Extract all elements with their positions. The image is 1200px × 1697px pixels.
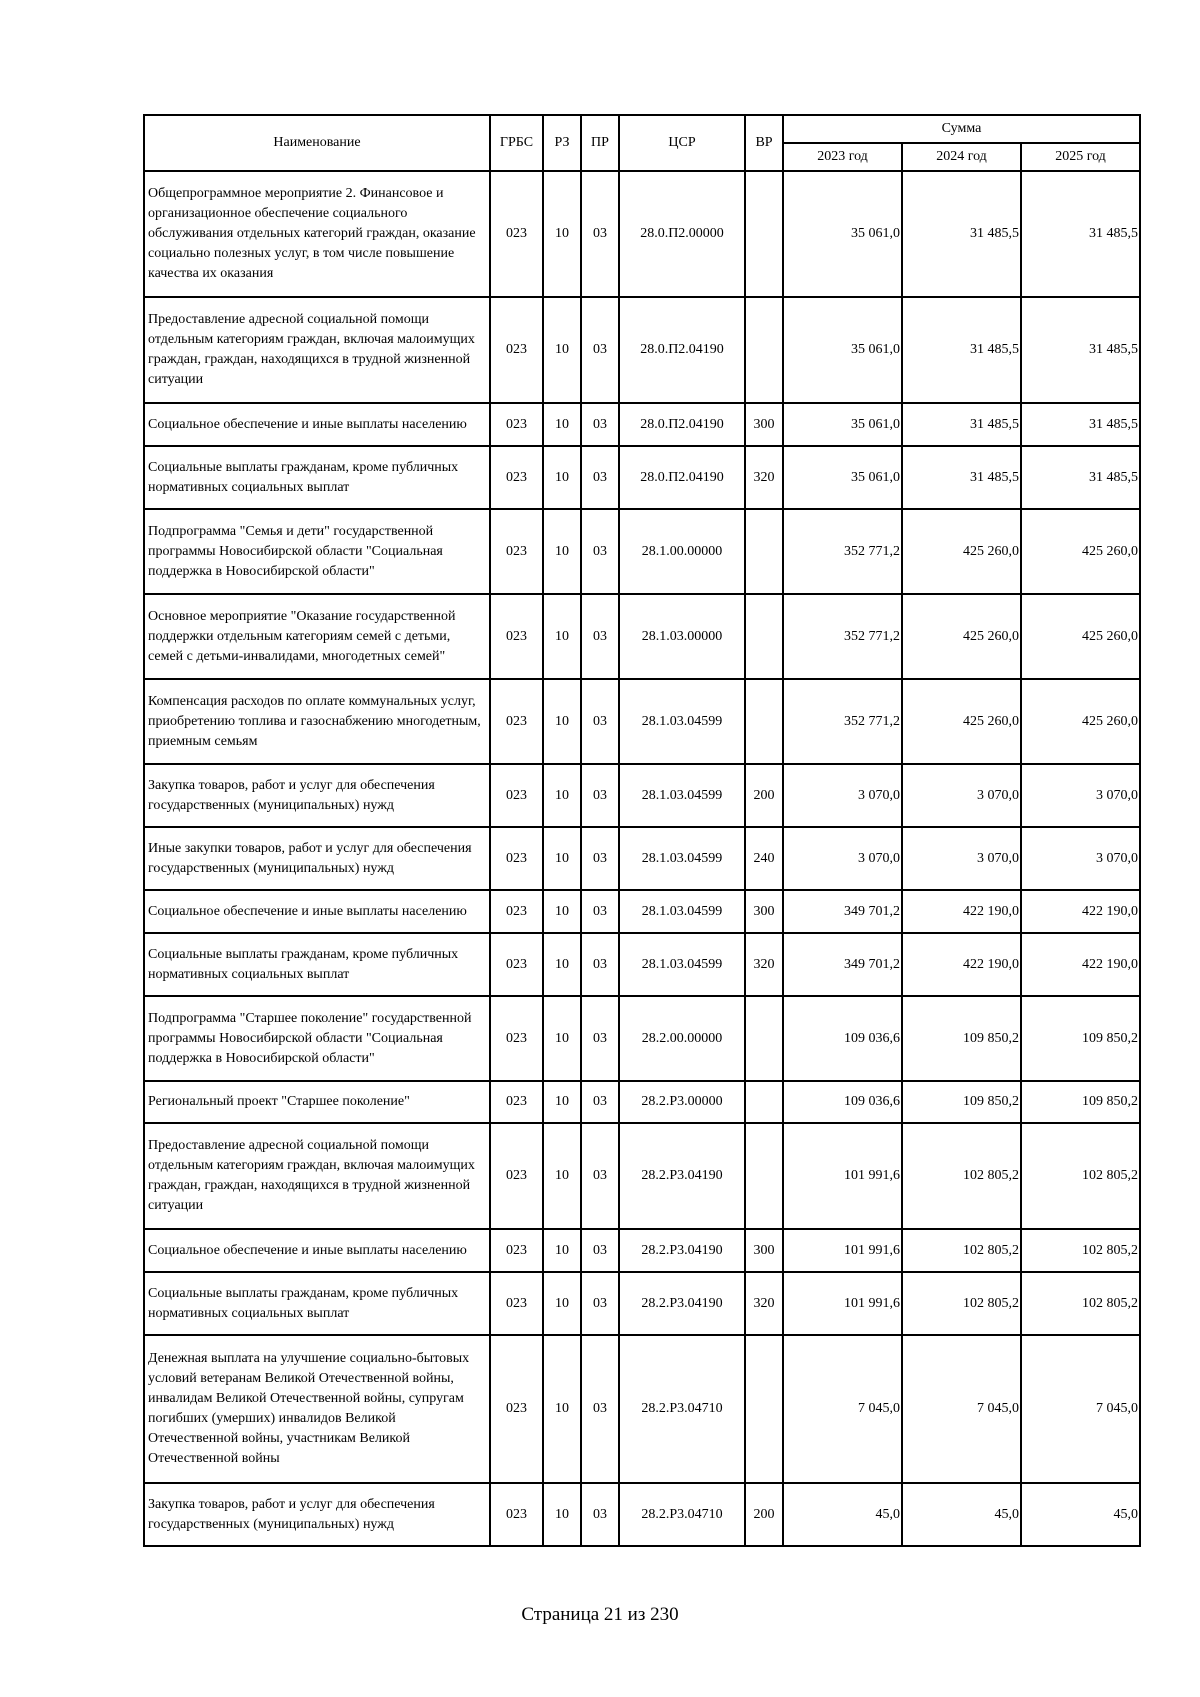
row-vr	[745, 1335, 783, 1483]
row-2024: 425 260,0	[902, 509, 1021, 594]
row-2023: 352 771,2	[783, 509, 902, 594]
row-grbs: 023	[490, 933, 543, 996]
header-vr: ВР	[745, 115, 783, 171]
row-vr	[745, 509, 783, 594]
row-2023: 45,0	[783, 1483, 902, 1546]
row-2023: 101 991,6	[783, 1272, 902, 1335]
header-pr: ПР	[581, 115, 619, 171]
row-rz: 10	[543, 933, 581, 996]
row-name: Закупка товаров, работ и услуг для обеспечения государственных (муниципальных) нужд	[144, 764, 490, 827]
row-vr: 300	[745, 1229, 783, 1272]
table-row	[144, 171, 1140, 297]
row-grbs: 023	[490, 403, 543, 446]
row-rz: 10	[543, 827, 581, 890]
row-rz: 10	[543, 509, 581, 594]
row-2025: 3 070,0	[1021, 764, 1140, 827]
row-2025: 102 805,2	[1021, 1123, 1140, 1229]
row-2024: 3 070,0	[902, 827, 1021, 890]
row-2025: 109 850,2	[1021, 996, 1140, 1081]
row-2025: 31 485,5	[1021, 297, 1140, 403]
row-vr: 320	[745, 446, 783, 509]
row-pr: 03	[581, 679, 619, 764]
row-pr: 03	[581, 933, 619, 996]
table-row	[144, 827, 1140, 890]
row-2025: 7 045,0	[1021, 1335, 1140, 1483]
table-row	[144, 1272, 1140, 1335]
table-row	[144, 509, 1140, 594]
row-pr: 03	[581, 509, 619, 594]
row-2025: 422 190,0	[1021, 890, 1140, 933]
row-2023: 35 061,0	[783, 446, 902, 509]
row-rz: 10	[543, 996, 581, 1081]
row-2024: 425 260,0	[902, 679, 1021, 764]
row-2024: 31 485,5	[902, 446, 1021, 509]
row-name: Денежная выплата на улучшение социально-бытовых условий ветеранам Великой Отечественной войны, инвалидам Великой Отечественной войны, супругам погибших (умерших) инвалидов Великой Отечественной войны, участникам Великой Отечественной войны	[144, 1335, 490, 1483]
row-2024: 102 805,2	[902, 1229, 1021, 1272]
row-vr: 320	[745, 1272, 783, 1335]
table-row	[144, 1123, 1140, 1229]
row-pr: 03	[581, 1272, 619, 1335]
row-pr: 03	[581, 594, 619, 679]
table-row	[144, 1483, 1140, 1546]
row-pr: 03	[581, 171, 619, 297]
header-rz: РЗ	[543, 115, 581, 171]
row-grbs: 023	[490, 594, 543, 679]
row-csr: 28.0.П2.04190	[619, 297, 745, 403]
row-2024: 109 850,2	[902, 996, 1021, 1081]
row-vr	[745, 996, 783, 1081]
row-csr: 28.2.P3.04190	[619, 1123, 745, 1229]
row-grbs: 023	[490, 509, 543, 594]
row-2024: 422 190,0	[902, 933, 1021, 996]
row-csr: 28.2.P3.04190	[619, 1272, 745, 1335]
row-pr: 03	[581, 764, 619, 827]
row-name: Подпрограмма "Семья и дети" государственной программы Новосибирской области "Социальная поддержка в Новосибирской области"	[144, 509, 490, 594]
table-row	[144, 890, 1140, 933]
row-2025: 45,0	[1021, 1483, 1140, 1546]
row-csr: 28.1.03.04599	[619, 679, 745, 764]
row-vr: 200	[745, 764, 783, 827]
row-rz: 10	[543, 594, 581, 679]
row-name: Социальные выплаты гражданам, кроме публичных нормативных социальных выплат	[144, 446, 490, 509]
row-grbs: 023	[490, 1272, 543, 1335]
table-row	[144, 297, 1140, 403]
row-2024: 102 805,2	[902, 1272, 1021, 1335]
table-row	[144, 933, 1140, 996]
row-2023: 101 991,6	[783, 1229, 902, 1272]
row-csr: 28.1.03.04599	[619, 764, 745, 827]
row-pr: 03	[581, 403, 619, 446]
row-2023: 349 701,2	[783, 890, 902, 933]
header-2025: 2025 год	[1021, 143, 1140, 171]
row-name: Общепрограммное мероприятие 2. Финансовое и организационное обеспечение социального обслуживания отдельных категорий граждан, оказание социально полезных услуг, в том числе повышение качества их оказания	[144, 171, 490, 297]
table-row	[144, 446, 1140, 509]
row-pr: 03	[581, 827, 619, 890]
row-2025: 425 260,0	[1021, 594, 1140, 679]
row-vr	[745, 171, 783, 297]
row-vr	[745, 1081, 783, 1123]
row-vr: 300	[745, 403, 783, 446]
row-csr: 28.1.03.00000	[619, 594, 745, 679]
row-name: Компенсация расходов по оплате коммунальных услуг, приобретению топлива и газоснабжению многодетным, приемным семьям	[144, 679, 490, 764]
row-grbs: 023	[490, 1229, 543, 1272]
row-pr: 03	[581, 1483, 619, 1546]
row-2024: 3 070,0	[902, 764, 1021, 827]
row-2025: 102 805,2	[1021, 1272, 1140, 1335]
row-csr: 28.2.P3.04710	[619, 1483, 745, 1546]
row-grbs: 023	[490, 679, 543, 764]
row-csr: 28.2.P3.04710	[619, 1335, 745, 1483]
row-vr	[745, 297, 783, 403]
row-pr: 03	[581, 1335, 619, 1483]
row-name: Предоставление адресной социальной помощи отдельным категориям граждан, включая малоимущих граждан, граждан, находящихся в трудной жизненной ситуации	[144, 1123, 490, 1229]
row-grbs: 023	[490, 297, 543, 403]
row-2024: 31 485,5	[902, 403, 1021, 446]
row-csr: 28.1.03.04599	[619, 890, 745, 933]
row-rz: 10	[543, 1229, 581, 1272]
row-grbs: 023	[490, 171, 543, 297]
row-2023: 35 061,0	[783, 297, 902, 403]
row-2023: 349 701,2	[783, 933, 902, 996]
row-pr: 03	[581, 996, 619, 1081]
row-vr	[745, 679, 783, 764]
row-2025: 425 260,0	[1021, 679, 1140, 764]
row-name: Социальные выплаты гражданам, кроме публичных нормативных социальных выплат	[144, 1272, 490, 1335]
row-csr: 28.2.P3.04190	[619, 1229, 745, 1272]
row-name: Основное мероприятие "Оказание государственной поддержки отдельным категориям семей с детьми, семей с детьми-инвалидами, многодетных семей"	[144, 594, 490, 679]
row-grbs: 023	[490, 996, 543, 1081]
row-rz: 10	[543, 1335, 581, 1483]
row-grbs: 023	[490, 1081, 543, 1123]
row-grbs: 023	[490, 1123, 543, 1229]
row-2024: 31 485,5	[902, 171, 1021, 297]
row-grbs: 023	[490, 1483, 543, 1546]
row-2024: 425 260,0	[902, 594, 1021, 679]
row-grbs: 023	[490, 446, 543, 509]
table-row	[144, 679, 1140, 764]
row-rz: 10	[543, 297, 581, 403]
row-vr: 320	[745, 933, 783, 996]
row-pr: 03	[581, 1081, 619, 1123]
row-pr: 03	[581, 1229, 619, 1272]
row-2023: 3 070,0	[783, 827, 902, 890]
row-rz: 10	[543, 679, 581, 764]
header-name: Наименование	[144, 115, 490, 171]
row-2023: 352 771,2	[783, 594, 902, 679]
row-pr: 03	[581, 446, 619, 509]
header-sum: Сумма	[783, 115, 1140, 143]
page-number: Страница 21 из 230	[521, 1604, 679, 1625]
row-2023: 352 771,2	[783, 679, 902, 764]
row-csr: 28.1.03.04599	[619, 827, 745, 890]
row-vr	[745, 594, 783, 679]
row-2025: 31 485,5	[1021, 403, 1140, 446]
table-row	[144, 996, 1140, 1081]
row-rz: 10	[543, 403, 581, 446]
row-2023: 101 991,6	[783, 1123, 902, 1229]
row-pr: 03	[581, 297, 619, 403]
row-csr: 28.0.П2.00000	[619, 171, 745, 297]
row-2024: 45,0	[902, 1483, 1021, 1546]
table-row	[144, 1229, 1140, 1272]
table-row	[144, 1081, 1140, 1123]
row-vr: 200	[745, 1483, 783, 1546]
row-rz: 10	[543, 1081, 581, 1123]
row-vr	[745, 1123, 783, 1229]
row-rz: 10	[543, 446, 581, 509]
row-csr: 28.1.03.04599	[619, 933, 745, 996]
row-pr: 03	[581, 1123, 619, 1229]
row-2023: 109 036,6	[783, 996, 902, 1081]
row-2023: 35 061,0	[783, 403, 902, 446]
table-row	[144, 764, 1140, 827]
row-2025: 31 485,5	[1021, 171, 1140, 297]
row-grbs: 023	[490, 827, 543, 890]
header-grbs: ГРБС	[490, 115, 543, 171]
row-grbs: 023	[490, 1335, 543, 1483]
row-2023: 35 061,0	[783, 171, 902, 297]
row-name: Иные закупки товаров, работ и услуг для обеспечения государственных (муниципальных) нужд	[144, 827, 490, 890]
row-rz: 10	[543, 1483, 581, 1546]
row-name: Закупка товаров, работ и услуг для обеспечения государственных (муниципальных) нужд	[144, 1483, 490, 1546]
row-name: Региональный проект "Старшее поколение"	[144, 1081, 490, 1123]
row-2025: 422 190,0	[1021, 933, 1140, 996]
row-csr: 28.0.П2.04190	[619, 446, 745, 509]
row-csr: 28.1.00.00000	[619, 509, 745, 594]
row-rz: 10	[543, 1272, 581, 1335]
row-2024: 31 485,5	[902, 297, 1021, 403]
table-row	[144, 1335, 1140, 1483]
row-rz: 10	[543, 764, 581, 827]
row-csr: 28.0.П2.04190	[619, 403, 745, 446]
row-name: Предоставление адресной социальной помощи отдельным категориям граждан, включая малоимущих граждан, граждан, находящихся в трудной жизненной ситуации	[144, 297, 490, 403]
row-vr: 300	[745, 890, 783, 933]
row-csr: 28.2.P3.00000	[619, 1081, 745, 1123]
row-name: Социальные выплаты гражданам, кроме публичных нормативных социальных выплат	[144, 933, 490, 996]
row-2024: 109 850,2	[902, 1081, 1021, 1123]
row-vr: 240	[745, 827, 783, 890]
row-2025: 425 260,0	[1021, 509, 1140, 594]
row-name: Социальное обеспечение и иные выплаты населению	[144, 890, 490, 933]
row-name: Подпрограмма "Старшее поколение" государственной программы Новосибирской области "Социальная поддержка в Новосибирской области"	[144, 996, 490, 1081]
row-rz: 10	[543, 890, 581, 933]
row-rz: 10	[543, 1123, 581, 1229]
header-csr: ЦСР	[619, 115, 745, 171]
row-name: Социальное обеспечение и иные выплаты населению	[144, 403, 490, 446]
row-grbs: 023	[490, 890, 543, 933]
row-2023: 7 045,0	[783, 1335, 902, 1483]
header-2023: 2023 год	[783, 143, 902, 171]
row-2024: 7 045,0	[902, 1335, 1021, 1483]
row-2025: 102 805,2	[1021, 1229, 1140, 1272]
row-rz: 10	[543, 171, 581, 297]
row-2024: 102 805,2	[902, 1123, 1021, 1229]
row-name: Социальное обеспечение и иные выплаты населению	[144, 1229, 490, 1272]
row-grbs: 023	[490, 764, 543, 827]
table-row	[144, 403, 1140, 446]
row-csr: 28.2.00.00000	[619, 996, 745, 1081]
row-2025: 31 485,5	[1021, 446, 1140, 509]
row-2023: 109 036,6	[783, 1081, 902, 1123]
row-2025: 3 070,0	[1021, 827, 1140, 890]
row-pr: 03	[581, 890, 619, 933]
row-2023: 3 070,0	[783, 764, 902, 827]
row-2025: 109 850,2	[1021, 1081, 1140, 1123]
table-row	[144, 594, 1140, 679]
budget-table	[143, 114, 1141, 1547]
header-2024: 2024 год	[902, 143, 1021, 171]
row-2024: 422 190,0	[902, 890, 1021, 933]
